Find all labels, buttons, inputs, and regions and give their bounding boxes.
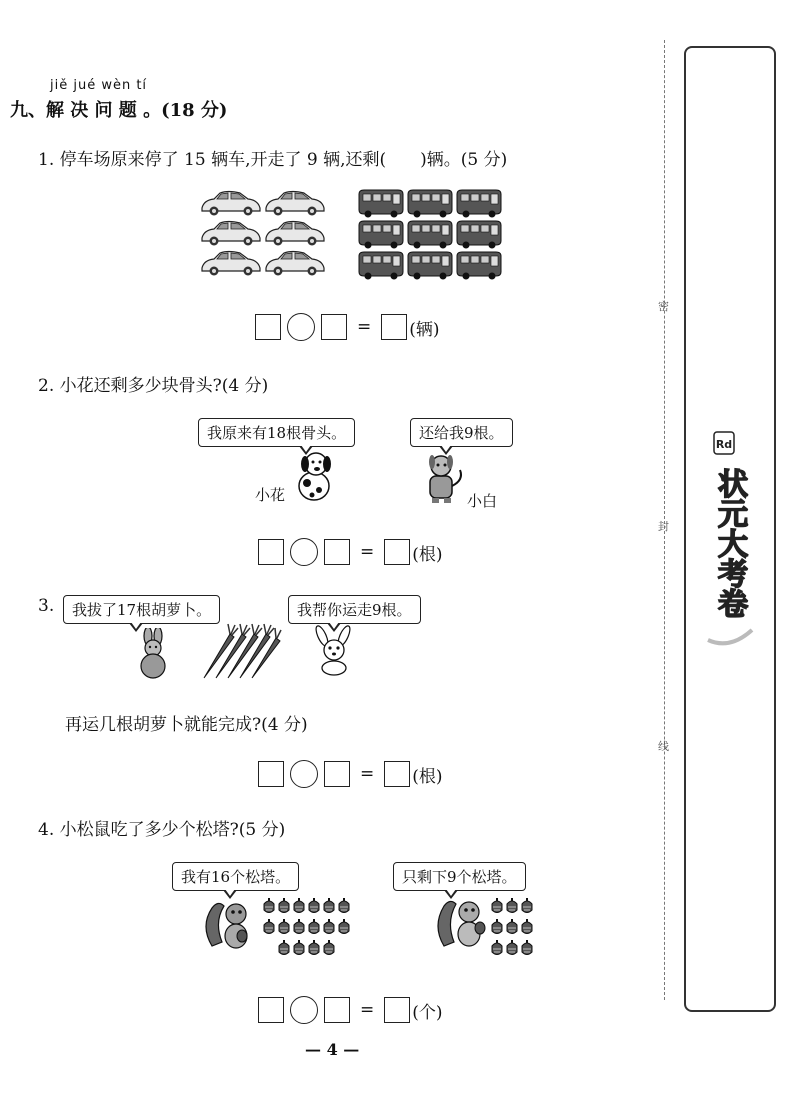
speech-bubble-left [198, 418, 355, 447]
unit-label: (辆) [409, 319, 440, 340]
operator-circle[interactable] [290, 538, 318, 566]
car-icon [266, 192, 324, 216]
pinecone-icon [492, 940, 502, 955]
answer-box[interactable] [384, 997, 410, 1023]
answer-box[interactable] [258, 997, 284, 1023]
unit-label: (根) [412, 766, 443, 787]
bus-icon [408, 221, 452, 249]
question-3-text: 再运几根胡萝卜就能完成?(4 分) [65, 715, 308, 735]
brand-logo-text: 状元大考卷 [712, 468, 747, 618]
pinecone-icon [339, 919, 349, 934]
answer-box[interactable] [324, 761, 350, 787]
speech-bubble-right [393, 862, 526, 891]
bus-icon [359, 252, 403, 280]
bubble-text: 我帮你运走9根。 [297, 601, 412, 619]
bubble-text: 只剩下9个松塔。 [402, 868, 517, 886]
equals-sign: = [360, 1000, 375, 1020]
squirrel-icon [436, 894, 490, 952]
pinecone-icon [507, 898, 517, 913]
character-name-right: 小白 [467, 492, 498, 510]
bubble-text: 还给我9根。 [419, 424, 504, 442]
svg-text:Rd: Rd [715, 438, 733, 451]
car-icon [202, 252, 260, 276]
operator-circle[interactable] [290, 996, 318, 1024]
pinecone-icon [507, 940, 517, 955]
pinecone-icon [522, 898, 532, 913]
answer-box[interactable] [384, 761, 410, 787]
question-1-text: 1. 停车场原来停了 15 辆车,开走了 9 辆,还剩( )辆。(5 分) [38, 150, 508, 170]
car-icon [202, 192, 260, 216]
answer-box[interactable] [258, 761, 284, 787]
speech-bubble-left [63, 595, 220, 624]
question-4-text: 4. 小松鼠吃了多少个松塔?(5 分) [38, 820, 286, 840]
rabbit-icon [312, 624, 356, 676]
car-icon [266, 222, 324, 246]
answer-box[interactable] [324, 539, 350, 565]
q4-equation [258, 996, 443, 1024]
pinecone-icon [309, 919, 319, 934]
unit-label: (根) [412, 544, 443, 565]
equals-sign: = [357, 317, 372, 337]
unit-label: (个) [412, 1002, 443, 1023]
pinecone-icon [279, 898, 289, 913]
bus-icon [457, 252, 501, 280]
seal-char-3: 线 [658, 740, 669, 753]
car-icon [202, 222, 260, 246]
character-name-left: 小花 [255, 486, 286, 504]
dog-icon [420, 450, 466, 504]
seal-char-1: 密 [658, 300, 669, 313]
car-icon [266, 252, 324, 276]
bus-icon [457, 190, 501, 218]
pinecone-icon [294, 919, 304, 934]
answer-box[interactable] [258, 539, 284, 565]
rabbit-icon [134, 628, 174, 680]
pinecone-icon [324, 898, 334, 913]
bubble-text: 我拔了17根胡萝卜。 [72, 601, 212, 619]
answer-box[interactable] [384, 539, 410, 565]
side-panel [684, 46, 776, 1012]
question-2-text: 2. 小花还剩多少块骨头?(4 分) [38, 376, 269, 396]
equals-sign: = [360, 542, 375, 562]
answer-box[interactable] [255, 314, 281, 340]
speech-bubble-right [410, 418, 513, 447]
answer-box[interactable] [321, 314, 347, 340]
pinecone-icon [324, 940, 334, 955]
equals-sign: = [360, 764, 375, 784]
bubble-text: 我有16个松塔。 [181, 868, 291, 886]
pinecone-icon [492, 898, 502, 913]
pinecone-icon [294, 898, 304, 913]
carrots-image [200, 620, 284, 682]
q3-equation [258, 760, 443, 788]
pinecone-icon [294, 940, 304, 955]
section-pinyin: jiě jué wèn tí [50, 78, 148, 93]
pinecone-icon [339, 898, 349, 913]
operator-circle[interactable] [290, 760, 318, 788]
pinecone-icon [279, 940, 289, 955]
pinecone-icon [492, 919, 502, 934]
bus-icon [408, 190, 452, 218]
pinecone-icon [522, 919, 532, 934]
buses-image [356, 188, 506, 284]
bus-icon [359, 221, 403, 249]
cars-image [200, 190, 330, 282]
answer-box[interactable] [324, 997, 350, 1023]
bubble-text: 我原来有18根骨头。 [207, 424, 347, 442]
pinecone-icon [522, 940, 532, 955]
bus-icon [408, 252, 452, 280]
section-title: 九、解 决 问 题 。(18 分) [10, 100, 228, 121]
speech-bubble-left [172, 862, 299, 891]
pinecone-icon [264, 919, 274, 934]
pinecone-icon [324, 919, 334, 934]
q2-equation [258, 538, 443, 566]
pinecone-icon [279, 919, 289, 934]
pinecones-right [490, 898, 538, 960]
operator-circle[interactable] [287, 313, 315, 341]
page-number: — 4 — [305, 1040, 360, 1059]
pinecone-icon [309, 940, 319, 955]
pinecones-left [262, 898, 354, 960]
bus-icon [359, 190, 403, 218]
squirrel-icon [204, 896, 256, 952]
pinecone-icon [507, 919, 517, 934]
pinecone-icon [309, 898, 319, 913]
dog-icon [290, 450, 338, 504]
q1-equation [255, 313, 440, 341]
question-3-number: 3. [38, 596, 55, 616]
answer-box[interactable] [381, 314, 407, 340]
speech-bubble-right [288, 595, 421, 624]
seal-char-2: 封 [658, 520, 669, 533]
bus-icon [457, 221, 501, 249]
pinecone-icon [264, 898, 274, 913]
